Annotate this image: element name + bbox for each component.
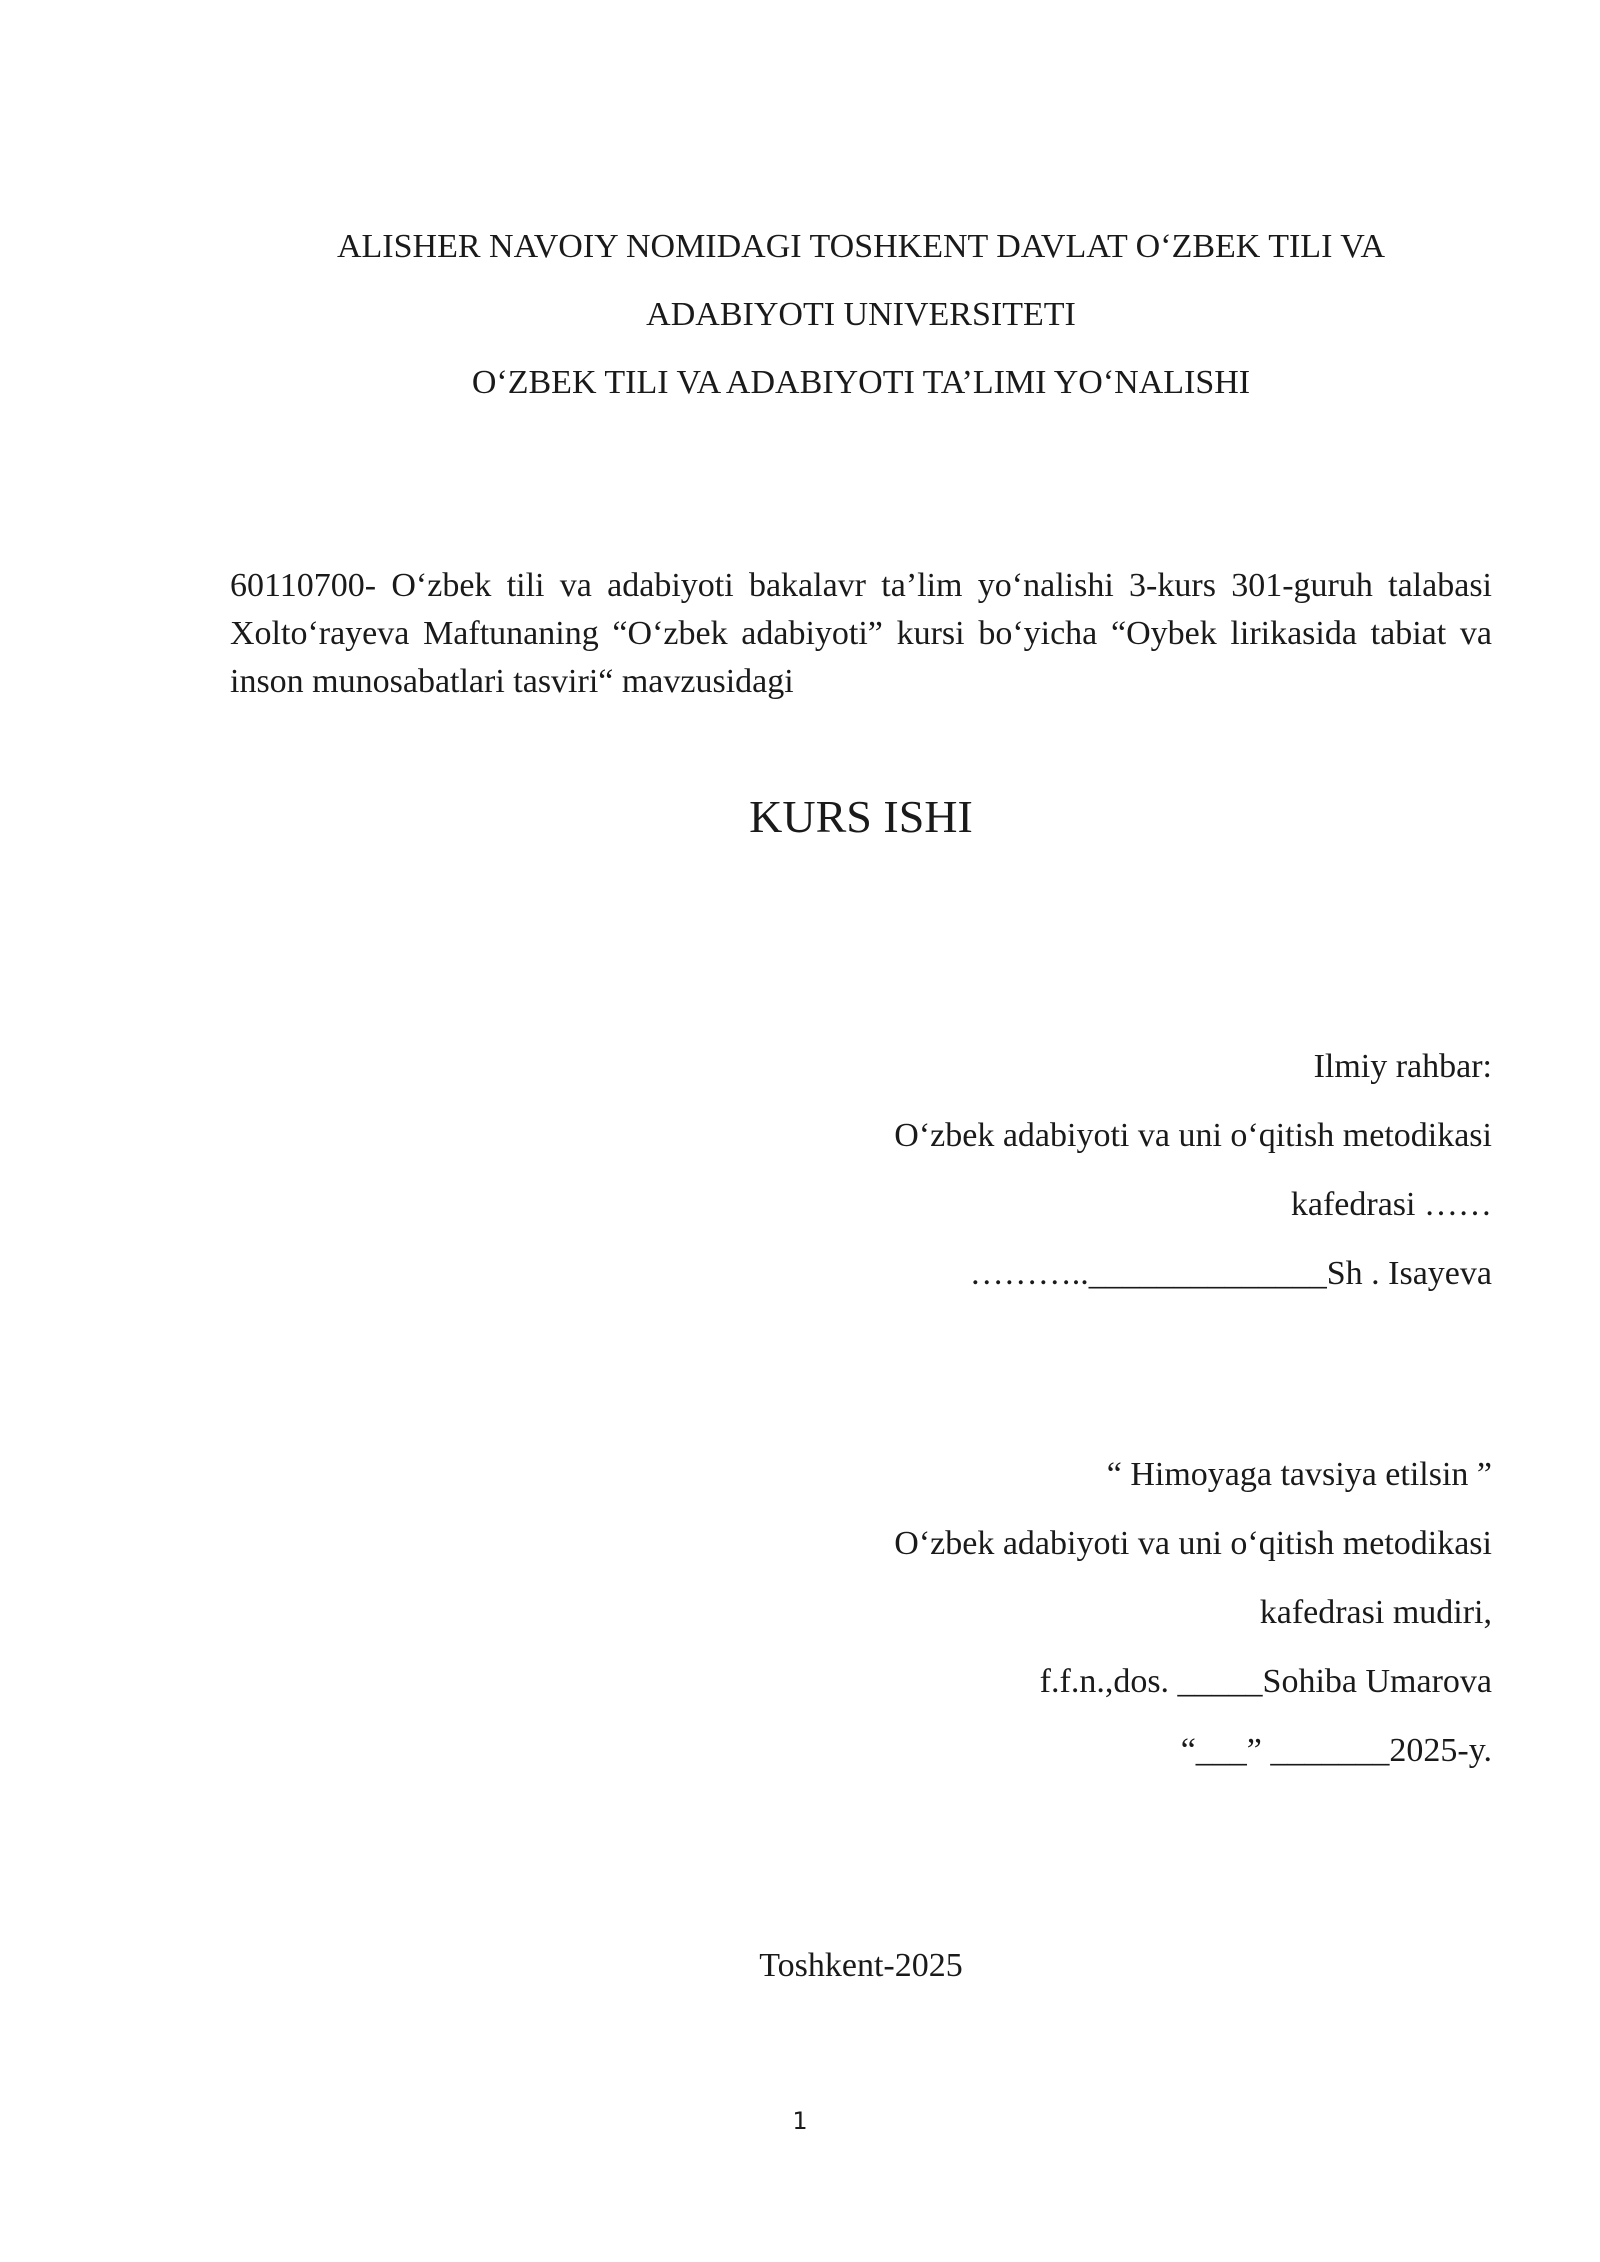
approval-department-line-2: kafedrasi mudiri, — [1259, 1594, 1492, 1631]
supervisor-department-line-1: O‘zbek adabiyoti va uni o‘qitish metodikasi — [894, 1117, 1492, 1154]
work-description: 60110700- O‘zbek tili va adabiyoti bakalavr ta’lim yo‘nalishi 3-kurs 301-guruh talabasi Xolto‘rayeva Maftunaning “O‘zbek adabiyoti” kursi bo‘yicha “Oybek lirikasida tabiat va inson munosabatlari tasviri“ mavzusidagi — [230, 567, 1492, 700]
study-direction: O‘ZBEK TILI VA ADABIYOTI TA’LIMI YO‘NALISHI — [471, 364, 1251, 401]
supervisor-department-line-2: kafedrasi …… — [1290, 1186, 1492, 1223]
supervisor-label: Ilmiy rahbar: — [1313, 1048, 1492, 1085]
defense-recommendation: “ Himoyaga tavsiya etilsin ” — [1106, 1456, 1492, 1493]
page-number: 1 — [792, 2107, 808, 2135]
approval-department-line-1: O‘zbek adabiyoti va uni o‘qitish metodikasi — [894, 1525, 1492, 1562]
work-title: KURS ISHI — [749, 791, 973, 842]
city-year: Toshkent-2025 — [759, 1947, 963, 1984]
university-name-line-2: ADABIYOTI UNIVERSITETI — [646, 296, 1076, 333]
approval-block — [592, 1440, 1492, 1785]
university-name-line-1: ALISHER NAVOIY NOMIDAGI TOSHKENT DAVLAT O‘ZBEK TILI VA — [336, 228, 1386, 265]
approval-date-line: “___” _______2025-y. — [1180, 1732, 1492, 1769]
department-head-signature: f.f.n.,dos. _____Sohiba Umarova — [1039, 1663, 1492, 1700]
title-header — [230, 213, 1492, 417]
supervisor-signature-line: ………..______________Sh . Isayeva — [969, 1255, 1492, 1292]
supervisor-block — [592, 1032, 1492, 1308]
